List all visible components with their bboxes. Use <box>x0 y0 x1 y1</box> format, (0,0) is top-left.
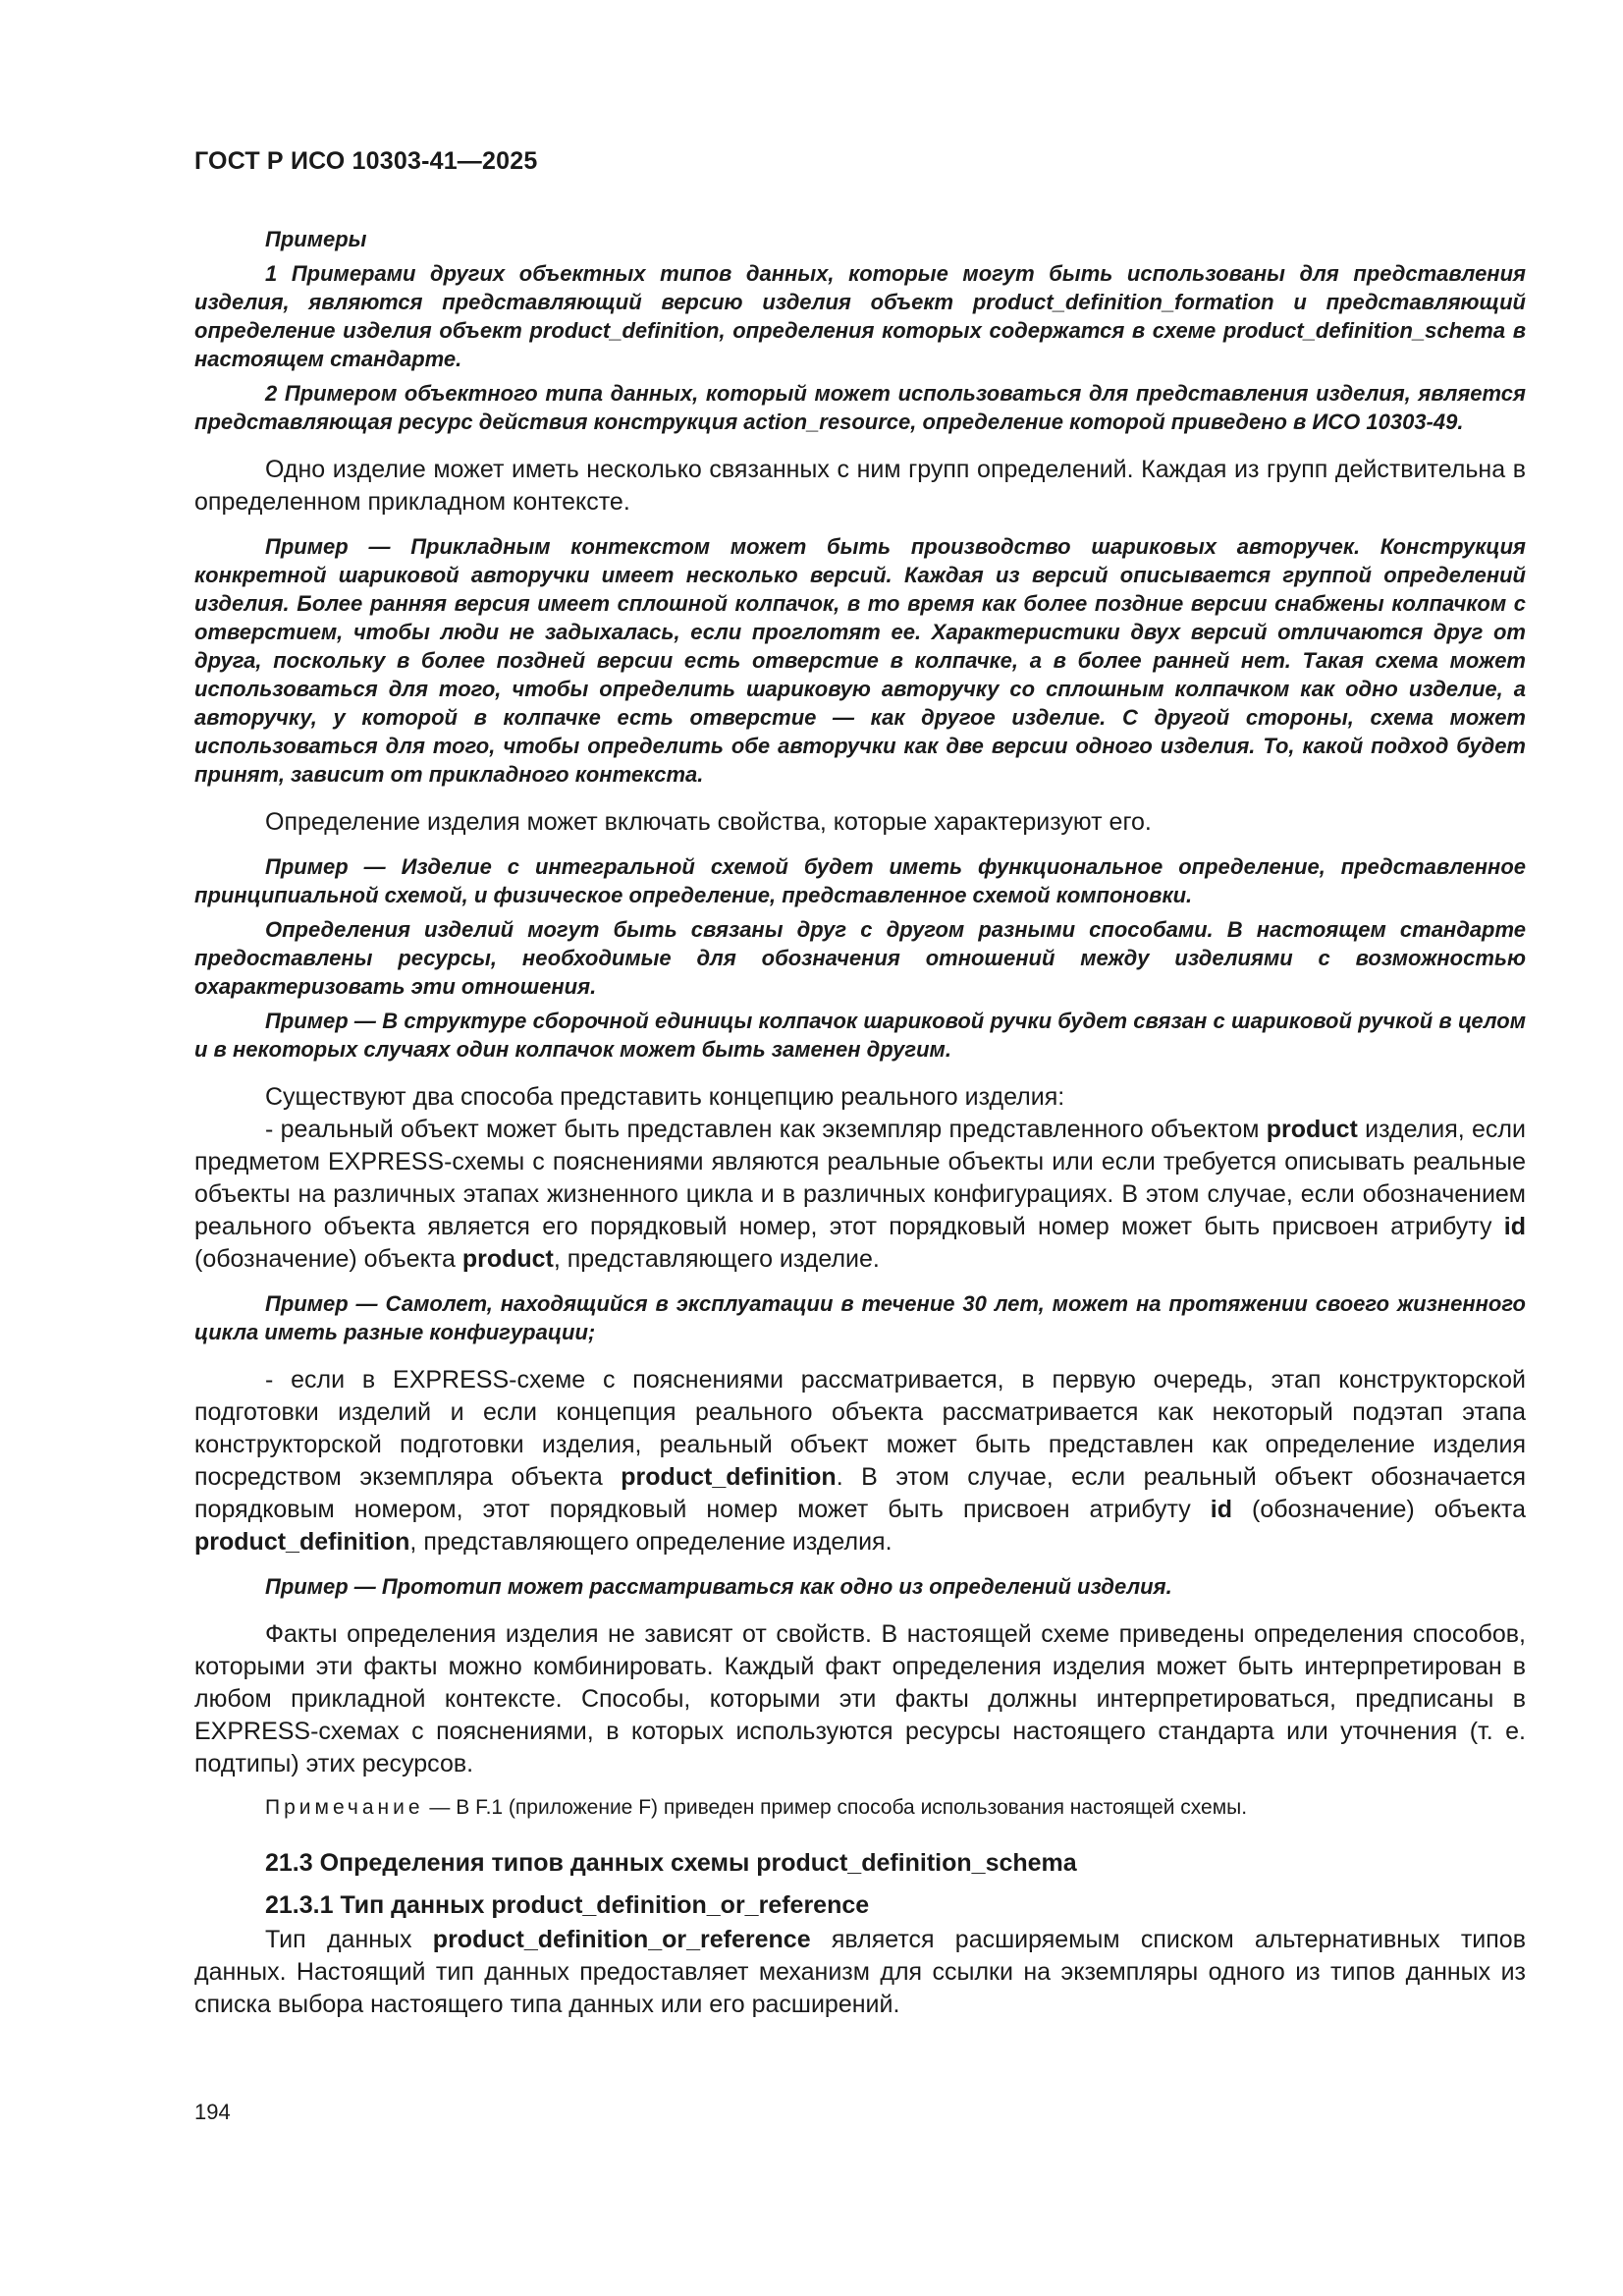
paragraph-3 <box>194 1114 1526 1276</box>
example-4: Пример — Изделие с интегральной схемой будет иметь функциональное определение, представленное принципиальной схемой, и физическое определение, представленное схемой компоновки. <box>194 854 1526 907</box>
p3-f: product <box>461 1245 554 1273</box>
example-8: Пример — Прототип может рассматриваться как одно из определений изделия. <box>265 1574 1172 1599</box>
p3-d: id <box>1503 1213 1526 1240</box>
note <box>194 1794 1526 1822</box>
example-1: 1 Примерами других объектных типов данных, которые могут быть использованы для представления изделия, являются представляющий версию изделия объект product_definition_formation и представляющий определение изделия объект product_definition, определения которых содержатся в схеме product_definition_schema в настоящем стандарте. <box>194 261 1526 371</box>
section-heading-21-3-1: 21.3.1 Тип данных product_definition_or_reference <box>265 1891 870 1919</box>
paragraph-5: Факты определения изделия не зависят от свойств. В настоящей схеме приведены определения способов, которыми эти факты можно комбинировать. Каждый факт определения изделия может быть интерпретирован в любом прикладной контексте. Способы, которыми эти факты должны интерпретироваться, предписаны в EXPRESS-схемах с пояснениями, в которых используются ресурсы настоящего стандарта или уточнения (т. е. подтипы) этих ресурсов. <box>194 1620 1526 1777</box>
note-text: — В F.1 (приложение F) приведен пример способа использования настоящей схемы. <box>423 1796 1248 1819</box>
p4-f: product_definition <box>194 1528 410 1556</box>
paragraph-4 <box>194 1364 1526 1558</box>
p4-b: product_definition <box>621 1463 837 1491</box>
page <box>194 147 1526 2035</box>
p3-b: product <box>1266 1116 1358 1143</box>
p3-e: (обозначение) объекта <box>194 1245 462 1273</box>
p4-g: , представляющего определение изделия. <box>409 1528 893 1556</box>
paragraph-1: Одно изделие может иметь несколько связанных с ним групп определений. Каждая из групп действительна в определенном прикладном контексте. <box>194 456 1526 516</box>
page-number: 194 <box>194 2100 231 2124</box>
example-3: Пример — Прикладным контекстом может быть производство шариковых авторучек. Конструкция конкретной шариковой авторучки имеет несколько версий. Каждая из версий описывается группой определений изделия. Более ранняя версия имеет сплошной колпачок, в то время как более поздние версии снабжены колпачком с отверстием, чтобы люди не задыхалась, если проглотят ее. Характеристики двух версий отличаются друг от друга, поскольку в более поздней версии есть отверстие в колпачке, а в более ранней нет. Такая схема может использоваться для того, чтобы определить шариковую авторучку со сплошным колпачком как одно изделие, а авторучку, у которой в колпачке есть отверстие — как другое изделие. С другой стороны, схема может использоваться для того, чтобы определить обе авторучки как две версии одного изделия. То, какой подход будет принят, зависит от прикладного контекста. <box>194 534 1526 787</box>
p6-a: Тип данных <box>265 1926 433 1953</box>
p4-e: (обозначение) объекта <box>1231 1496 1526 1523</box>
p6-b: product_definition_or_reference <box>432 1926 811 1953</box>
paragraph-2: Определение изделия может включать свойства, которые характеризуют его. <box>265 808 1152 836</box>
p3-g: , представляющего изделие. <box>553 1245 880 1273</box>
p4-d: id <box>1210 1496 1232 1523</box>
p3-a: - реальный объект может быть представлен как экземпляр представленного объектом <box>265 1116 1267 1143</box>
example-6: Пример — В структуре сборочной единицы колпачок шариковой ручки будет связан с шариковой ручкой в целом и в некоторых случаях один колпачок может быть заменен другим. <box>194 1009 1526 1062</box>
p3-c: изделия, если предметом EXPRESS-схемы с пояснениями являются реальные объекты или если требуется описывать реальные объекты на различных этапах жизненного цикла и в различных конфигурациях. В этом случае, если обозначением реального объекта является его порядковый номер, этот порядковый номер может быть присвоен атрибуту <box>194 1116 1526 1240</box>
example-2: 2 Примером объектного типа данных, который может использоваться для представления изделия, является представляющая ресурс действия конструкция action_resource, определение которой приведено в ИСО 10303-49. <box>194 381 1526 434</box>
document-header: ГОСТ Р ИСО 10303-41—2025 <box>194 147 538 175</box>
example-7: Пример — Самолет, находящийся в эксплуатации в течение 30 лет, может на протяжении своего жизненного цикла иметь разные конфигурации; <box>194 1291 1526 1344</box>
p4-c: . В этом случае, если реальный объект обозначается порядковым номером, этот порядковый номер может быть присвоен атрибуту <box>194 1463 1526 1523</box>
example-5: Определения изделий могут быть связаны друг с другом разными способами. В настоящем стандарте предоставлены ресурсы, необходимые для обозначения отношений между изделиями с возможностью охарактеризовать эти отношения. <box>194 917 1526 999</box>
p6-c: является расширяемым списком альтернативных типов данных. Настоящий тип данных предоставляет механизм для ссылки на экземпляры одного из типов данных из списка выбора настоящего типа данных или его расширений. <box>194 1926 1526 2018</box>
p4-a: - если в EXPRESS-схеме с пояснениями рассматривается, в первую очередь, этап конструкторской подготовки изделий и если концепция реального объекта рассматривается как некоторый подэтап этапа конструкторской подготовки изделия, реальный объект может быть представлен как определение изделия посредством экземпляра объекта <box>194 1366 1526 1491</box>
paragraph-6 <box>194 1924 1526 2021</box>
paragraph-3-intro: Существуют два способа представить концепцию реального изделия: <box>265 1083 1065 1111</box>
note-label: Примечание <box>265 1796 424 1819</box>
examples-title: Примеры <box>265 227 367 251</box>
section-heading-21-3: 21.3 Определения типов данных схемы product_definition_schema <box>265 1849 1077 1877</box>
